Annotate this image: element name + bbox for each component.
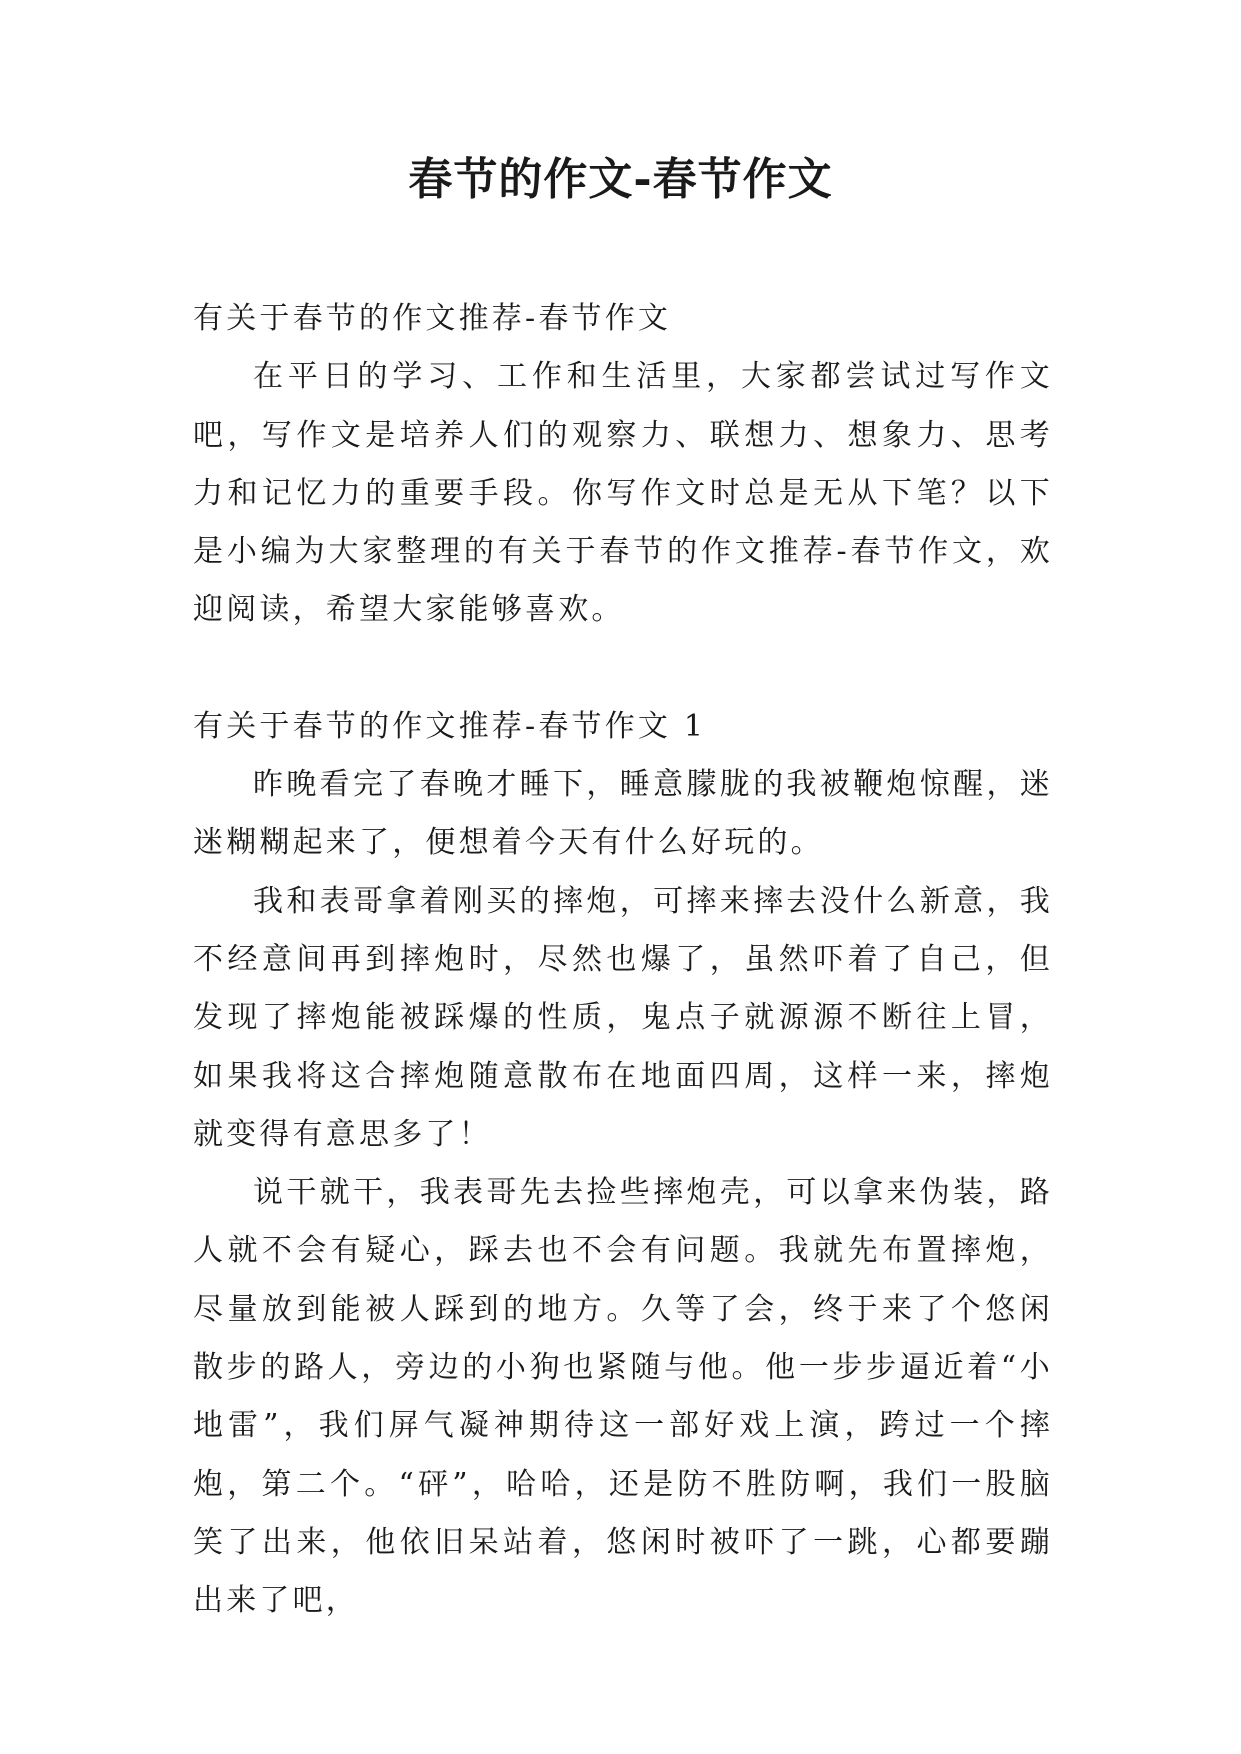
section1-paragraph-3: 说干就干，我表哥先去捡些摔炮壳，可以拿来伪装，路人就不会有疑心，踩去也不会有问题。我就先布置摔炮，尽量放到能被人踩到的地方。久等了会，终于来了个悠闲散步的路人，旁边的小狗也紧随与他。他一步步逼近着“小地雷”，我们屏气凝神期待这一部好戏上演，跨过一个摔炮，第二个。“砰”，哈哈，还是防不胜防啊，我们一股脑笑了出来，他依旧呆站着，悠闲时被吓了一跳，心都要蹦出来了吧， — [193, 1175, 1053, 1619]
intro-paragraph: 在平日的学习、工作和生活里，大家都尝试过写作文吧，写作文是培养人们的观察力、联想力、想象力、思考力和记忆力的重要手段。你写作文时总是无从下笔？以下是小编为大家整理的有关于春节的作文推荐-春节作文，欢迎阅读，希望大家能够喜欢。 — [193, 359, 1053, 628]
intro-heading: 有关于春节的作文推荐-春节作文 — [193, 301, 672, 336]
section1-paragraph-2: 我和表哥拿着刚买的摔炮，可摔来摔去没什么新意，我不经意间再到摔炮时，尽然也爆了，虽然吓着了自己，但发现了摔炮能被踩爆的性质，鬼点子就源源不断往上冒，如果我将这合摔炮随意散布在地面四周，这样一来，摔炮就变得有意思多了！ — [193, 883, 1053, 1152]
document-title: 春节的作文-春节作文 — [408, 154, 833, 205]
section1-paragraph-1: 昨晚看完了春晚才睡下，睡意朦胧的我被鞭炮惊醒，迷迷糊糊起来了，便想着今天有什么好玩的。 — [193, 767, 1053, 861]
section-spacer — [193, 640, 1053, 698]
document-body — [193, 290, 1053, 1631]
section1-heading: 有关于春节的作文推荐-春节作文 1 — [193, 708, 707, 744]
